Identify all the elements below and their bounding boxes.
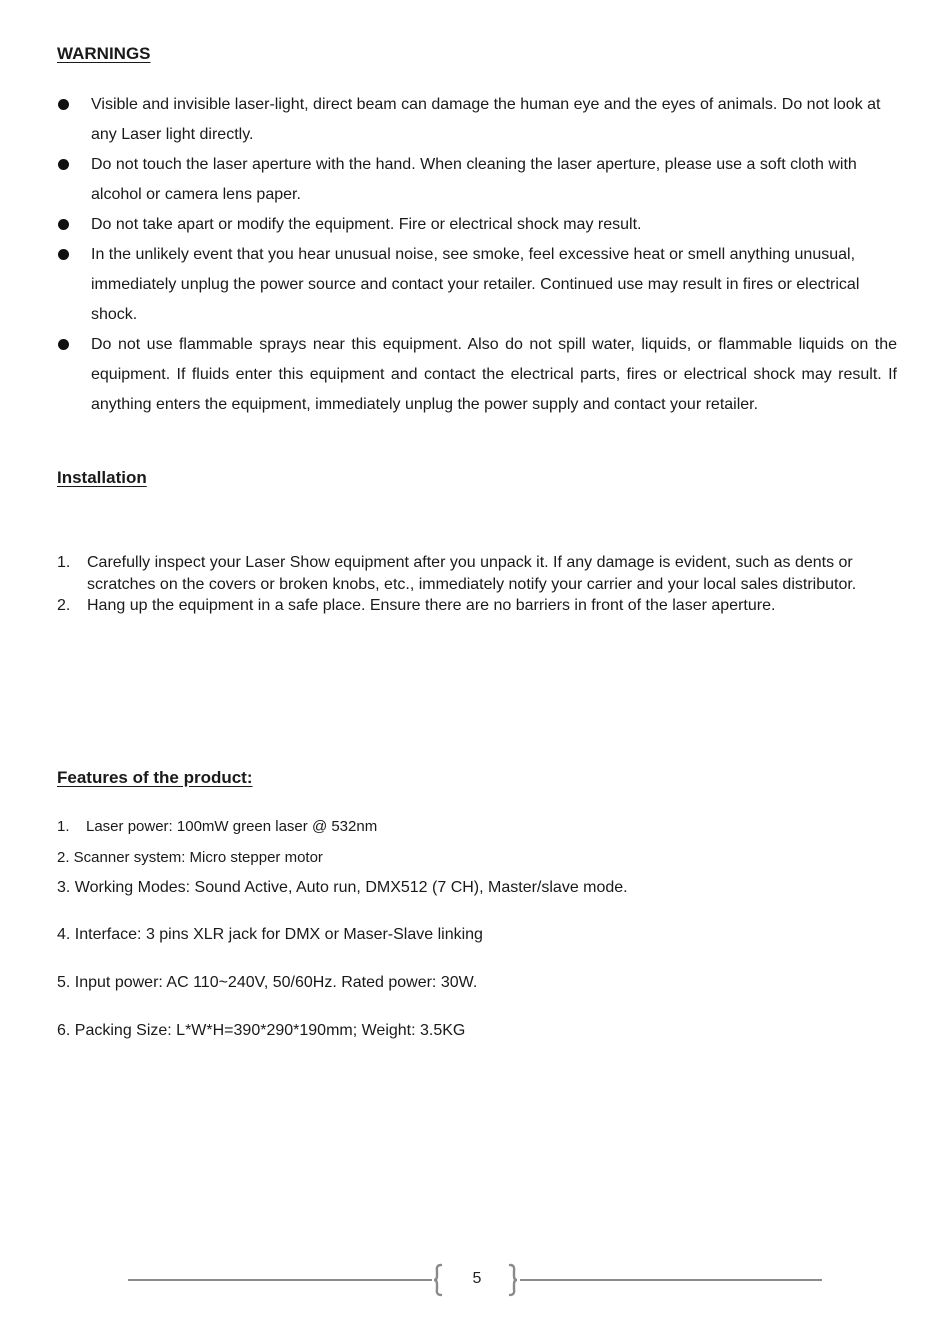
feature-item: 4. Interface: 3 pins XLR jack for DMX or Maser-Slave linking [57, 926, 483, 943]
features-heading: Features of the product: [57, 768, 253, 787]
bullet-icon [58, 219, 69, 230]
installation-item [57, 552, 897, 595]
warning-text: In the unlikely event that you hear unusual noise, see smoke, feel excessive heat or smell anything unusual, immediately unplug the power source and contact your retailer. Continued use may result in fires or electrical shock. [91, 246, 860, 323]
page-number: 5 [472, 1270, 482, 1287]
feature-text: Laser power: 100mW green laser @ 532nm [86, 818, 378, 835]
warning-item [57, 240, 897, 330]
installation-list [57, 552, 897, 617]
footer-rule-right [520, 1279, 822, 1281]
left-brace-icon [433, 1263, 443, 1297]
bullet-icon [58, 159, 69, 170]
warning-text: Do not touch the laser aperture with the hand. When cleaning the laser aperture, please use a soft cloth with alcohol or camera lens paper. [91, 156, 857, 203]
feature-item: 2. Scanner system: Micro stepper motor [57, 849, 323, 866]
footer-rule-left [128, 1279, 432, 1281]
installation-text: Carefully inspect your Laser Show equipment after you unpack it. If any damage is evident, such as dents or scratches on the covers or broken knobs, etc., immediately notify your carrier and your local sales distributor. [87, 554, 857, 593]
warning-item [57, 150, 897, 210]
warning-text: Do not take apart or modify the equipment. Fire or electrical shock may result. [91, 216, 642, 233]
installation-heading: Installation [57, 468, 147, 487]
warning-item [57, 90, 897, 150]
feature-item [57, 818, 377, 835]
item-number: 1. [57, 818, 70, 835]
installation-text: Hang up the equipment in a safe place. Ensure there are no barriers in front of the laser aperture. [87, 597, 776, 614]
warning-item [57, 210, 897, 240]
item-number: 1. [57, 554, 71, 571]
feature-item: 6. Packing Size: L*W*H=390*290*190mm; Weight: 3.5KG [57, 1022, 466, 1039]
warnings-heading: WARNINGS [57, 44, 151, 63]
item-number: 2. [57, 597, 71, 614]
warning-text: Do not use flammable sprays near this equipment. Also do not spill water, liquids, or flammable liquids on the equipment. If fluids enter this equipment and contact the electrical parts, fires or electrical shock may result. If anything enters the equipment, immediately unplug the power supply and contact your retailer. [91, 336, 897, 413]
feature-item: 5. Input power: AC 110~240V, 50/60Hz. Rated power: 30W. [57, 974, 478, 991]
warning-item [57, 330, 897, 420]
bullet-icon [58, 339, 69, 350]
feature-item: 3. Working Modes: Sound Active, Auto run, DMX512 (7 CH), Master/slave mode. [57, 879, 628, 896]
bullet-icon [58, 249, 69, 260]
bullet-icon [58, 99, 69, 110]
warnings-list [57, 90, 897, 420]
installation-item [57, 595, 897, 617]
right-brace-icon [508, 1263, 518, 1297]
warning-text: Visible and invisible laser-light, direct beam can damage the human eye and the eyes of animals. Do not look at any Laser light directly. [91, 96, 881, 143]
